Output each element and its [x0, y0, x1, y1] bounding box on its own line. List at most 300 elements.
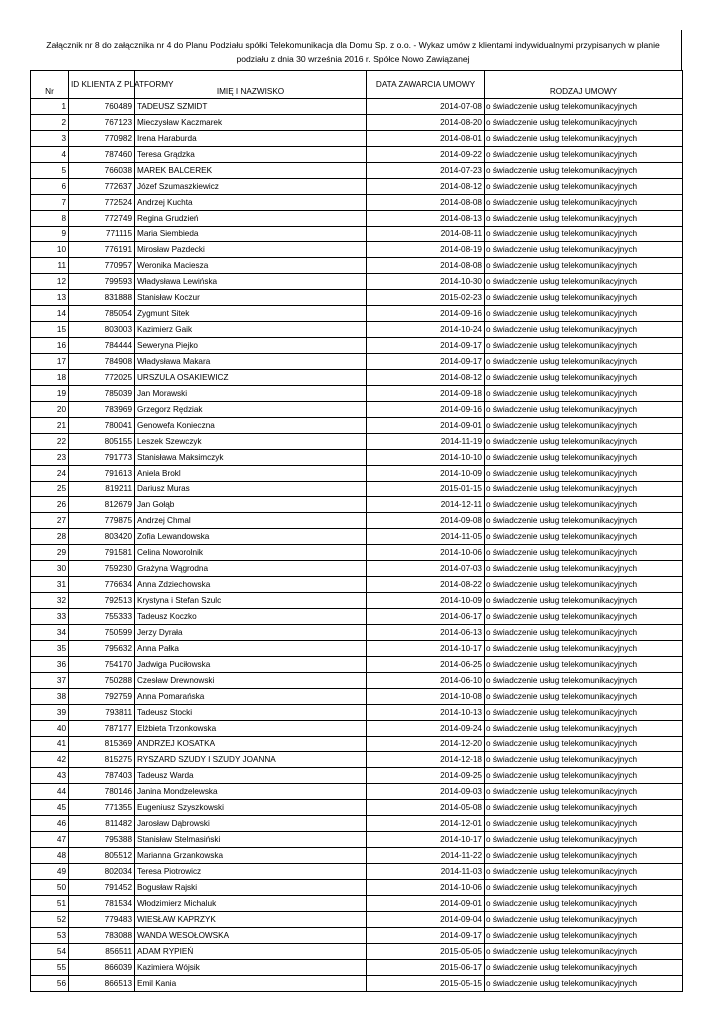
contract-date-cell: 2014-08-22: [367, 577, 485, 593]
row-number-cell: 13: [31, 290, 69, 306]
table-row: [31, 959, 683, 975]
contract-date-cell: 2014-10-24: [367, 322, 485, 338]
client-id-cell: 805155: [69, 433, 135, 449]
row-number-cell: 47: [31, 832, 69, 848]
table-row: [31, 290, 683, 306]
contract-date-cell: 2014-10-09: [367, 465, 485, 481]
row-number-cell: 39: [31, 704, 69, 720]
client-name-cell: Zofia Lewandowska: [135, 529, 367, 545]
contract-type-cell: o świadczenie usług telekomunikacyjnych: [485, 242, 683, 258]
client-name-cell: Józef Szumaszkiewicz: [135, 178, 367, 194]
table-row: [31, 226, 683, 242]
row-number-cell: 38: [31, 688, 69, 704]
contract-date-cell: 2014-10-06: [367, 545, 485, 561]
table-row: [31, 481, 683, 497]
contract-date-cell: 2014-10-08: [367, 688, 485, 704]
client-id-cell: 783969: [69, 401, 135, 417]
contract-type-cell: o świadczenie usług telekomunikacyjnych: [485, 385, 683, 401]
client-id-cell: 793811: [69, 704, 135, 720]
title-line-2: podziału z dnia 30 września 2016 r. Spółce Nowo Zawiązanej: [236, 54, 470, 64]
row-number-cell: 37: [31, 672, 69, 688]
client-id-cell: 759230: [69, 561, 135, 577]
table-row: [31, 864, 683, 880]
contract-date-cell: 2014-08-12: [367, 178, 485, 194]
table-row: [31, 688, 683, 704]
contract-type-cell: o świadczenie usług telekomunikacyjnych: [485, 481, 683, 497]
row-number-cell: 20: [31, 401, 69, 417]
contract-type-cell: o świadczenie usług telekomunikacyjnych: [485, 226, 683, 242]
table-row: [31, 178, 683, 194]
table-row: [31, 720, 683, 736]
client-name-cell: URSZULA OSAKIEWICZ: [135, 369, 367, 385]
client-name-cell: Tadeusz Koczko: [135, 609, 367, 625]
contract-type-cell: o świadczenie usług telekomunikacyjnych: [485, 609, 683, 625]
client-id-cell: 766038: [69, 162, 135, 178]
table-row: [31, 609, 683, 625]
contract-type-cell: o świadczenie usług telekomunikacyjnych: [485, 577, 683, 593]
contract-type-cell: o świadczenie usług telekomunikacyjnych: [485, 162, 683, 178]
row-number-cell: 30: [31, 561, 69, 577]
table-row: [31, 545, 683, 561]
client-name-cell: WANDA WESOŁOWSKA: [135, 927, 367, 943]
contract-date-cell: 2014-08-11: [367, 226, 485, 242]
row-number-cell: 50: [31, 879, 69, 895]
contract-type-cell: o świadczenie usług telekomunikacyjnych: [485, 322, 683, 338]
client-name-cell: Tadeusz Stocki: [135, 704, 367, 720]
client-name-cell: Mieczysław Kaczmarek: [135, 114, 367, 130]
contract-date-cell: 2014-11-05: [367, 529, 485, 545]
contract-type-cell: o świadczenie usług telekomunikacyjnych: [485, 752, 683, 768]
right-border-line: [681, 30, 682, 70]
row-number-cell: 31: [31, 577, 69, 593]
table-row: [31, 433, 683, 449]
table-row: [31, 369, 683, 385]
row-number-cell: 46: [31, 816, 69, 832]
client-id-cell: 783088: [69, 927, 135, 943]
client-name-cell: Teresa Grądzka: [135, 146, 367, 162]
client-name-cell: WIESŁAW KAPRZYK: [135, 911, 367, 927]
client-name-cell: Tadeusz Warda: [135, 768, 367, 784]
table-row: [31, 465, 683, 481]
client-id-cell: 787177: [69, 720, 135, 736]
client-id-cell: 819211: [69, 481, 135, 497]
row-number-cell: 3: [31, 130, 69, 146]
client-id-cell: 781534: [69, 895, 135, 911]
contract-date-cell: 2014-06-10: [367, 672, 485, 688]
client-name-cell: Bogusław Rajski: [135, 879, 367, 895]
contract-type-cell: o świadczenie usług telekomunikacyjnych: [485, 656, 683, 672]
row-number-cell: 53: [31, 927, 69, 943]
client-id-cell: 802034: [69, 864, 135, 880]
contract-date-cell: 2014-06-25: [367, 656, 485, 672]
client-name-cell: Jerzy Dyrała: [135, 624, 367, 640]
contract-type-cell: o świadczenie usług telekomunikacyjnych: [485, 864, 683, 880]
client-name-cell: Stanisław Koczur: [135, 290, 367, 306]
row-number-cell: 22: [31, 433, 69, 449]
table-row: [31, 704, 683, 720]
contract-date-cell: 2014-09-25: [367, 768, 485, 784]
contract-type-cell: o świadczenie usług telekomunikacyjnych: [485, 879, 683, 895]
contract-type-cell: o świadczenie usług telekomunikacyjnych: [485, 306, 683, 322]
table-row: [31, 895, 683, 911]
client-id-cell: 799593: [69, 274, 135, 290]
contract-date-cell: 2015-05-15: [367, 975, 485, 991]
client-id-cell: 767123: [69, 114, 135, 130]
contract-type-cell: o świadczenie usług telekomunikacyjnych: [485, 593, 683, 609]
client-id-cell: 856511: [69, 943, 135, 959]
contract-type-cell: o świadczenie usług telekomunikacyjnych: [485, 114, 683, 130]
contract-type-cell: o świadczenie usług telekomunikacyjnych: [485, 624, 683, 640]
contract-date-cell: 2014-08-13: [367, 210, 485, 226]
contract-date-cell: 2014-09-17: [367, 927, 485, 943]
client-name-cell: Krystyna i Stefan Szulc: [135, 593, 367, 609]
client-name-cell: Elżbieta Trzonkowska: [135, 720, 367, 736]
client-id-cell: 784444: [69, 338, 135, 354]
table-row: [31, 385, 683, 401]
client-name-cell: Jan Gołąb: [135, 497, 367, 513]
client-name-cell: Jan Morawski: [135, 385, 367, 401]
client-name-cell: Maria Siembieda: [135, 226, 367, 242]
contract-date-cell: 2014-11-22: [367, 848, 485, 864]
table-row: [31, 354, 683, 370]
row-number-cell: 2: [31, 114, 69, 130]
header-nr: Nr: [31, 71, 69, 99]
client-id-cell: 772025: [69, 369, 135, 385]
client-id-cell: 770982: [69, 130, 135, 146]
table-row: [31, 258, 683, 274]
table-row: [31, 99, 683, 115]
contract-date-cell: 2014-10-06: [367, 879, 485, 895]
client-id-cell: 815369: [69, 736, 135, 752]
client-id-cell: 787403: [69, 768, 135, 784]
row-number-cell: 7: [31, 194, 69, 210]
contract-date-cell: 2014-08-12: [367, 369, 485, 385]
header-contract-date: DATA ZAWARCIA UMOWY: [367, 71, 485, 99]
row-number-cell: 51: [31, 895, 69, 911]
client-id-cell: 779875: [69, 513, 135, 529]
row-number-cell: 54: [31, 943, 69, 959]
contract-date-cell: 2014-10-17: [367, 832, 485, 848]
table-row: [31, 274, 683, 290]
row-number-cell: 42: [31, 752, 69, 768]
table-row: [31, 162, 683, 178]
row-number-cell: 48: [31, 848, 69, 864]
contract-type-cell: o świadczenie usług telekomunikacyjnych: [485, 401, 683, 417]
table-row: [31, 768, 683, 784]
contract-date-cell: 2014-09-01: [367, 417, 485, 433]
client-id-cell: 812679: [69, 497, 135, 513]
table-row: [31, 338, 683, 354]
row-number-cell: 55: [31, 959, 69, 975]
header-client-id: ID KLIENTA Z PLATFORMY: [69, 71, 135, 99]
client-name-cell: Włodzimierz Michaluk: [135, 895, 367, 911]
client-name-cell: Zygmunt Sitek: [135, 306, 367, 322]
contract-date-cell: 2014-12-20: [367, 736, 485, 752]
row-number-cell: 32: [31, 593, 69, 609]
table-row: [31, 736, 683, 752]
contract-date-cell: 2014-08-19: [367, 242, 485, 258]
client-id-cell: 784908: [69, 354, 135, 370]
client-name-cell: Weronika Maciesza: [135, 258, 367, 274]
contract-date-cell: 2014-07-03: [367, 561, 485, 577]
row-number-cell: 26: [31, 497, 69, 513]
client-id-cell: 750599: [69, 624, 135, 640]
header-name: IMIĘ I NAZWISKO: [135, 71, 367, 99]
row-number-cell: 33: [31, 609, 69, 625]
client-id-cell: 803420: [69, 529, 135, 545]
client-name-cell: Andrzej Chmal: [135, 513, 367, 529]
title-line-1: Załącznik nr 8 do załącznika nr 4 do Planu Podziału spółki Telekomunikacja dla Domu Sp. z o.o. - Wykaz umów z klientami indywidualnymi przypisanych w planie: [46, 40, 660, 50]
contract-type-cell: o świadczenie usług telekomunikacyjnych: [485, 417, 683, 433]
client-name-cell: Władysława Lewińska: [135, 274, 367, 290]
client-id-cell: 805512: [69, 848, 135, 864]
contract-type-cell: o świadczenie usług telekomunikacyjnych: [485, 800, 683, 816]
table-row: [31, 577, 683, 593]
client-name-cell: Kazimiera Wójsik: [135, 959, 367, 975]
contract-date-cell: 2014-10-10: [367, 449, 485, 465]
client-name-cell: Genowefa Konieczna: [135, 417, 367, 433]
row-number-cell: 1: [31, 99, 69, 115]
contract-type-cell: o świadczenie usług telekomunikacyjnych: [485, 497, 683, 513]
contract-type-cell: o świadczenie usług telekomunikacyjnych: [485, 274, 683, 290]
row-number-cell: 45: [31, 800, 69, 816]
client-name-cell: Mirosław Pazdecki: [135, 242, 367, 258]
client-name-cell: Emil Kania: [135, 975, 367, 991]
contract-date-cell: 2014-11-03: [367, 864, 485, 880]
contract-type-cell: o świadczenie usług telekomunikacyjnych: [485, 816, 683, 832]
row-number-cell: 10: [31, 242, 69, 258]
row-number-cell: 8: [31, 210, 69, 226]
client-name-cell: Jarosław Dąbrowski: [135, 816, 367, 832]
table-row: [31, 529, 683, 545]
client-name-cell: Anna Pomarańska: [135, 688, 367, 704]
contract-date-cell: 2015-01-15: [367, 481, 485, 497]
client-name-cell: Janina Mondzelewska: [135, 784, 367, 800]
row-number-cell: 52: [31, 911, 69, 927]
table-row: [31, 975, 683, 991]
row-number-cell: 18: [31, 369, 69, 385]
table-row: [31, 561, 683, 577]
table-row: [31, 943, 683, 959]
client-name-cell: Grzegorz Rędziak: [135, 401, 367, 417]
contract-date-cell: 2014-09-16: [367, 401, 485, 417]
table-row: [31, 322, 683, 338]
contract-date-cell: 2014-09-16: [367, 306, 485, 322]
client-id-cell: 831888: [69, 290, 135, 306]
client-id-cell: 803003: [69, 322, 135, 338]
table-header-row: [31, 71, 683, 99]
row-number-cell: 12: [31, 274, 69, 290]
client-id-cell: 772524: [69, 194, 135, 210]
client-name-cell: Grażyna Wągrodna: [135, 561, 367, 577]
client-id-cell: 785039: [69, 385, 135, 401]
client-id-cell: 771115: [69, 226, 135, 242]
header-contract-type: RODZAJ UMOWY: [485, 71, 683, 99]
table-row: [31, 194, 683, 210]
client-name-cell: Aniela Brokl: [135, 465, 367, 481]
client-name-cell: ANDRZEJ KOSATKA: [135, 736, 367, 752]
table-row: [31, 593, 683, 609]
client-name-cell: Kazimierz Gaik: [135, 322, 367, 338]
client-name-cell: Władysława Makara: [135, 354, 367, 370]
client-name-cell: Eugeniusz Szyszkowski: [135, 800, 367, 816]
table-row: [31, 911, 683, 927]
contract-type-cell: o świadczenie usług telekomunikacyjnych: [485, 640, 683, 656]
client-id-cell: 772637: [69, 178, 135, 194]
row-number-cell: 56: [31, 975, 69, 991]
contract-date-cell: 2014-09-18: [367, 385, 485, 401]
row-number-cell: 29: [31, 545, 69, 561]
client-id-cell: 815275: [69, 752, 135, 768]
row-number-cell: 24: [31, 465, 69, 481]
row-number-cell: 4: [31, 146, 69, 162]
row-number-cell: 49: [31, 864, 69, 880]
contract-type-cell: o świadczenie usług telekomunikacyjnych: [485, 545, 683, 561]
contract-type-cell: o świadczenie usług telekomunikacyjnych: [485, 194, 683, 210]
contract-date-cell: 2014-08-08: [367, 258, 485, 274]
contract-type-cell: o świadczenie usług telekomunikacyjnych: [485, 736, 683, 752]
table-row: [31, 624, 683, 640]
contract-type-cell: o świadczenie usług telekomunikacyjnych: [485, 848, 683, 864]
contract-type-cell: o świadczenie usług telekomunikacyjnych: [485, 927, 683, 943]
client-name-cell: Stanisława Maksimczyk: [135, 449, 367, 465]
contract-type-cell: o świadczenie usług telekomunikacyjnych: [485, 449, 683, 465]
row-number-cell: 9: [31, 226, 69, 242]
client-name-cell: Leszek Szewczyk: [135, 433, 367, 449]
contract-type-cell: o świadczenie usług telekomunikacyjnych: [485, 513, 683, 529]
client-name-cell: Anna Pałka: [135, 640, 367, 656]
client-name-cell: Jadwiga Puciłowska: [135, 656, 367, 672]
row-number-cell: 19: [31, 385, 69, 401]
row-number-cell: 36: [31, 656, 69, 672]
contract-type-cell: o świadczenie usług telekomunikacyjnych: [485, 943, 683, 959]
contract-type-cell: o świadczenie usług telekomunikacyjnych: [485, 672, 683, 688]
contract-type-cell: o świadczenie usług telekomunikacyjnych: [485, 130, 683, 146]
table-row: [31, 242, 683, 258]
client-id-cell: 750288: [69, 672, 135, 688]
table-row: [31, 640, 683, 656]
contract-type-cell: o świadczenie usług telekomunikacyjnych: [485, 529, 683, 545]
client-name-cell: Irena Haraburda: [135, 130, 367, 146]
table-row: [31, 497, 683, 513]
contract-date-cell: 2014-08-08: [367, 194, 485, 210]
client-id-cell: 792759: [69, 688, 135, 704]
contract-date-cell: 2014-09-01: [367, 895, 485, 911]
client-id-cell: 811482: [69, 816, 135, 832]
contract-date-cell: 2014-07-08: [367, 99, 485, 115]
row-number-cell: 17: [31, 354, 69, 370]
client-id-cell: 776191: [69, 242, 135, 258]
contract-type-cell: o świadczenie usług telekomunikacyjnych: [485, 290, 683, 306]
contract-date-cell: 2014-10-13: [367, 704, 485, 720]
contract-date-cell: 2014-10-17: [367, 640, 485, 656]
contract-date-cell: 2014-12-01: [367, 816, 485, 832]
client-id-cell: 776634: [69, 577, 135, 593]
contract-date-cell: 2014-09-17: [367, 354, 485, 370]
client-name-cell: Seweryna Piejko: [135, 338, 367, 354]
contract-date-cell: 2014-08-20: [367, 114, 485, 130]
table-row: [31, 784, 683, 800]
contract-type-cell: o świadczenie usług telekomunikacyjnych: [485, 688, 683, 704]
client-id-cell: 780041: [69, 417, 135, 433]
contract-type-cell: o świadczenie usług telekomunikacyjnych: [485, 146, 683, 162]
table-row: [31, 513, 683, 529]
contract-type-cell: o świadczenie usług telekomunikacyjnych: [485, 895, 683, 911]
client-id-cell: 866039: [69, 959, 135, 975]
table-row: [31, 401, 683, 417]
contract-date-cell: 2014-09-03: [367, 784, 485, 800]
client-id-cell: 787460: [69, 146, 135, 162]
contract-date-cell: 2014-09-17: [367, 338, 485, 354]
table-row: [31, 848, 683, 864]
contract-date-cell: 2014-09-24: [367, 720, 485, 736]
client-name-cell: Teresa Piotrowicz: [135, 864, 367, 880]
contract-type-cell: o świadczenie usług telekomunikacyjnych: [485, 369, 683, 385]
client-name-cell: Dariusz Muras: [135, 481, 367, 497]
client-id-cell: 770957: [69, 258, 135, 274]
client-name-cell: Czesław Drewnowski: [135, 672, 367, 688]
contract-date-cell: 2014-10-09: [367, 593, 485, 609]
row-number-cell: 35: [31, 640, 69, 656]
row-number-cell: 16: [31, 338, 69, 354]
contract-type-cell: o świadczenie usług telekomunikacyjnych: [485, 433, 683, 449]
table-row: [31, 672, 683, 688]
contract-date-cell: 2014-10-30: [367, 274, 485, 290]
client-id-cell: 780146: [69, 784, 135, 800]
table-row: [31, 210, 683, 226]
client-id-cell: 785054: [69, 306, 135, 322]
client-id-cell: 779483: [69, 911, 135, 927]
contract-date-cell: 2014-08-01: [367, 130, 485, 146]
row-number-cell: 14: [31, 306, 69, 322]
client-id-cell: 791581: [69, 545, 135, 561]
client-id-cell: 760489: [69, 99, 135, 115]
contract-type-cell: o świadczenie usług telekomunikacyjnych: [485, 975, 683, 991]
table-row: [31, 816, 683, 832]
row-number-cell: 40: [31, 720, 69, 736]
client-name-cell: MAREK BALCEREK: [135, 162, 367, 178]
row-number-cell: 44: [31, 784, 69, 800]
table-row: [31, 656, 683, 672]
contract-type-cell: o świadczenie usług telekomunikacyjnych: [485, 768, 683, 784]
row-number-cell: 34: [31, 624, 69, 640]
client-name-cell: ADAM RYPIEŃ: [135, 943, 367, 959]
row-number-cell: 43: [31, 768, 69, 784]
client-id-cell: 791452: [69, 879, 135, 895]
row-number-cell: 41: [31, 736, 69, 752]
contract-type-cell: o świadczenie usług telekomunikacyjnych: [485, 720, 683, 736]
contract-date-cell: 2014-09-22: [367, 146, 485, 162]
contract-date-cell: 2015-06-17: [367, 959, 485, 975]
row-number-cell: 25: [31, 481, 69, 497]
contract-type-cell: o świadczenie usług telekomunikacyjnych: [485, 465, 683, 481]
contract-date-cell: 2014-05-08: [367, 800, 485, 816]
contract-date-cell: 2014-06-17: [367, 609, 485, 625]
table-row: [31, 114, 683, 130]
contract-date-cell: 2014-12-11: [367, 497, 485, 513]
contract-type-cell: o świadczenie usług telekomunikacyjnych: [485, 258, 683, 274]
table-row: [31, 800, 683, 816]
client-name-cell: Regina Grudzień: [135, 210, 367, 226]
client-name-cell: Stanisław Stelmasiński: [135, 832, 367, 848]
client-name-cell: Celina Noworolnik: [135, 545, 367, 561]
table-body: [31, 99, 683, 992]
client-id-cell: 795632: [69, 640, 135, 656]
client-id-cell: 755333: [69, 609, 135, 625]
contracts-table: [30, 70, 683, 992]
contract-date-cell: 2014-12-18: [367, 752, 485, 768]
client-id-cell: 791773: [69, 449, 135, 465]
